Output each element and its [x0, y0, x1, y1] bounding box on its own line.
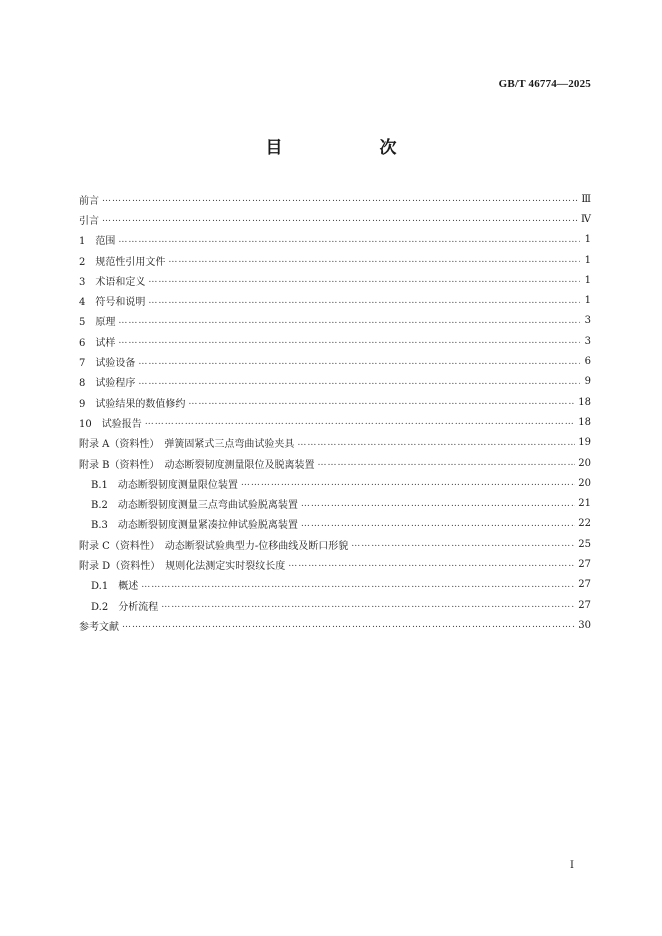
toc-entry-label: 5 原理: [79, 317, 116, 329]
toc-entry[interactable]: [79, 331, 591, 351]
toc-entry-label: 附录 D（资料性） 规则化法测定实时裂纹长度: [79, 560, 286, 572]
toc-leader-dots: [118, 316, 580, 326]
toc-entry-label: 8 试验程序: [79, 378, 136, 390]
toc-entry-page: 1: [584, 254, 591, 266]
toc-entry-label: 10 试验报告: [79, 418, 142, 430]
toc-entry-label: D.1 概述: [91, 581, 139, 593]
toc-entry-page: 1: [584, 295, 591, 307]
toc-entry-page: 18: [578, 396, 591, 408]
toc-entry[interactable]: [79, 230, 591, 250]
toc-leader-dots: [102, 214, 578, 224]
toc-entry[interactable]: [79, 493, 591, 513]
toc-entry-page: 20: [578, 457, 591, 469]
toc-entry-label: B.2 动态断裂韧度测量三点弯曲试验脱离装置: [91, 500, 298, 512]
toc-entry-label: 1 范围: [79, 236, 116, 248]
toc-entry-label: 参考文献: [79, 621, 119, 633]
toc-leader-dots: [297, 438, 575, 448]
toc-entry-label: 4 符号和说明: [79, 297, 146, 309]
toc-leader-dots: [145, 417, 576, 427]
toc-entry-page: 3: [584, 335, 591, 347]
toc-entry-page: 27: [578, 599, 591, 611]
page-number: Ⅰ: [570, 860, 574, 871]
toc-leader-dots: [148, 275, 580, 285]
toc-entry-page: 27: [578, 558, 591, 570]
toc-entry-page: 1: [584, 274, 591, 286]
toc-leader-dots: [141, 580, 575, 590]
toc-entry-page: 22: [578, 518, 591, 530]
toc-leader-dots: [168, 255, 580, 265]
toc-entry[interactable]: [79, 433, 591, 453]
toc-leader-dots: [161, 600, 575, 610]
toc-leader-dots: [138, 357, 580, 367]
toc-entry[interactable]: [79, 311, 591, 331]
standard-number: GB/T 46774—2025: [498, 78, 591, 90]
toc-entry-page: 18: [578, 416, 591, 428]
toc-entry-page: 27: [578, 579, 591, 591]
toc-entry-label: D.2 分析流程: [91, 601, 159, 613]
toc-leader-dots: [188, 397, 575, 407]
toc-entry-page: 19: [578, 437, 591, 449]
toc-entry[interactable]: [79, 534, 591, 554]
toc-leader-dots: [301, 499, 575, 509]
toc-entry-page: 1: [584, 234, 591, 246]
toc-entry-page: Ⅳ: [581, 213, 591, 225]
toc-leader-dots: [241, 478, 575, 488]
toc-entry[interactable]: [79, 270, 591, 290]
toc-entry[interactable]: [79, 514, 591, 534]
toc-entry-label: B.3 动态断裂韧度测量紧凑拉伸试验脱离装置: [91, 520, 298, 532]
toc-entry-page: 3: [584, 315, 591, 327]
toc-entry-label: 7 试验设备: [79, 358, 136, 370]
toc-entry-page: 9: [584, 376, 591, 388]
toc-leader-dots: [118, 336, 580, 346]
toc-entry[interactable]: [79, 473, 591, 493]
toc-leader-dots: [102, 194, 578, 204]
toc-entry-label: 引言: [79, 215, 99, 227]
toc-entry[interactable]: [79, 554, 591, 574]
toc-entry[interactable]: [79, 392, 591, 412]
toc-entry[interactable]: [79, 412, 591, 432]
toc-entry-label: 6 试样: [79, 337, 116, 349]
toc-leader-dots: [122, 620, 575, 630]
toc-entry[interactable]: [79, 290, 591, 310]
toc-entry-page: 20: [578, 477, 591, 489]
table-of-contents: [79, 189, 591, 636]
toc-leader-dots: [351, 539, 575, 549]
toc-entry[interactable]: [79, 575, 591, 595]
toc-entry-label: 附录 A（资料性） 弹簧固紧式三点弯曲试验夹具: [79, 439, 295, 451]
toc-title: 目 次: [265, 138, 437, 158]
toc-entry-label: 附录 B（资料性） 动态断裂韧度测量限位及脱离装置: [79, 459, 315, 471]
toc-leader-dots: [118, 235, 580, 245]
toc-entry-page: Ⅲ: [581, 193, 591, 205]
toc-entry-label: 2 规范性引用文件: [79, 256, 166, 268]
toc-entry[interactable]: [79, 372, 591, 392]
toc-entry[interactable]: [79, 351, 591, 371]
toc-entry-page: 25: [578, 538, 591, 550]
toc-entry-label: 前言: [79, 195, 99, 207]
toc-entry[interactable]: [79, 209, 591, 229]
toc-entry-label: 9 试验结果的数值修约: [79, 398, 186, 410]
toc-leader-dots: [148, 296, 580, 306]
toc-leader-dots: [138, 377, 580, 387]
toc-entry[interactable]: [79, 250, 591, 270]
toc-leader-dots: [288, 559, 575, 569]
toc-entry-label: 3 术语和定义: [79, 276, 146, 288]
toc-entry[interactable]: [79, 595, 591, 615]
toc-entry-label: B.1 动态断裂韧度测量限位装置: [91, 479, 238, 491]
toc-entry[interactable]: [79, 189, 591, 209]
toc-entry-page: 6: [584, 356, 591, 368]
toc-entry-page: 21: [578, 498, 591, 510]
toc-entry-label: 附录 C（资料性） 动态断裂试验典型力-位移曲线及断口形貌: [79, 540, 349, 552]
toc-leader-dots: [301, 519, 575, 529]
toc-leader-dots: [318, 458, 576, 468]
toc-entry-page: 30: [578, 619, 591, 631]
toc-entry[interactable]: [79, 453, 591, 473]
toc-entry[interactable]: [79, 615, 591, 635]
